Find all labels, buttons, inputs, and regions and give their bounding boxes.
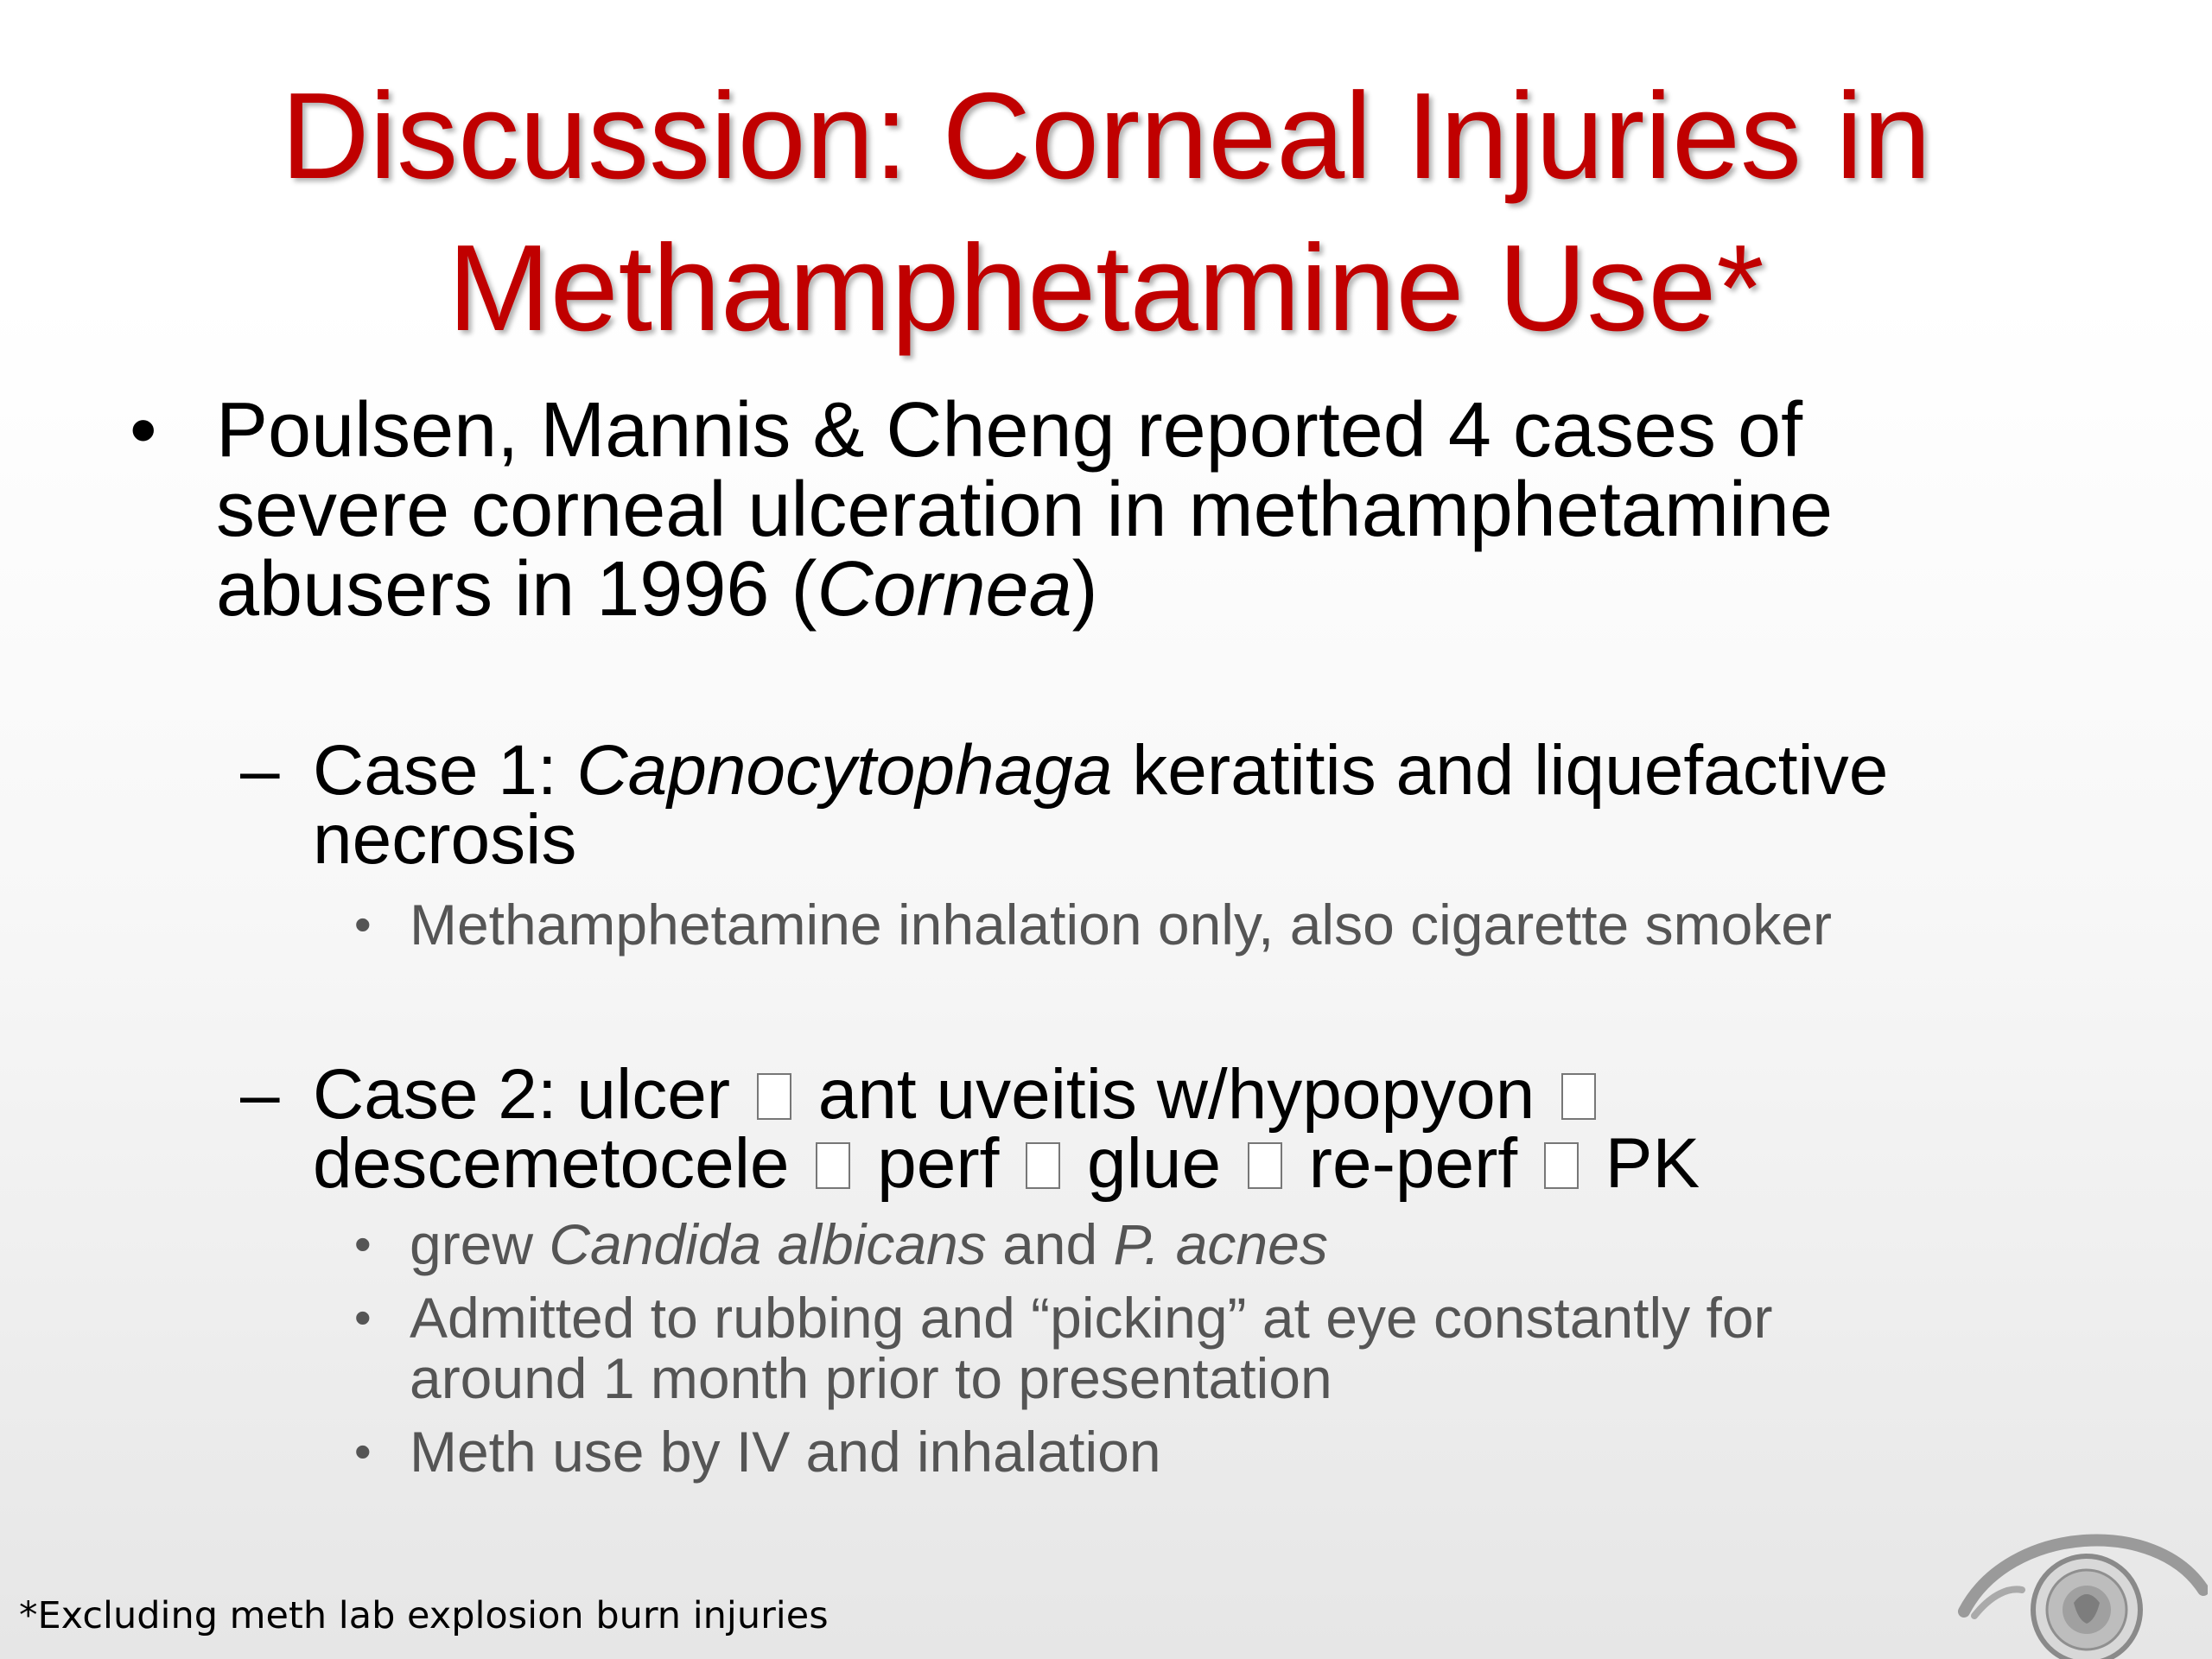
organism-candida: Candida albicans [549,1212,987,1276]
organism-pacnes: P. acnes [1113,1212,1328,1276]
case2-sub1-mid: and [986,1212,1114,1276]
case1-item [313,731,2041,879]
case2-sub1 [410,1214,1965,1274]
missing-glyph-box [757,1073,791,1120]
missing-glyph-box [816,1142,850,1189]
bullet-marker: • [130,387,157,474]
case2-item [313,1055,2041,1203]
case2-sub1-a: grew [410,1212,550,1276]
university-eye-logo-icon [1957,1508,2208,1659]
sub-bullet-marker: • [354,897,372,951]
dash-marker: – [240,731,280,810]
case1-organism: Capnocytophaga [576,731,1113,810]
case2-seg7: PK [1605,1124,1700,1203]
case2-sub2: Admitted to rubbing and “picking” at eye constantly for around 1 month prior to presentation [410,1286,1773,1410]
missing-glyph-box [1248,1142,1282,1189]
sub-bullet-marker: • [354,1217,372,1271]
case1-sub1: Methamphetamine inhalation only, also cigarette smoker [410,893,1832,957]
slide-title [0,60,2212,365]
bullet-poulsen-text: Poulsen, Mannis & Cheng reported 4 cases of severe corneal ulceration in methamphetamine abusers in 1996 ( [216,387,1834,632]
sub-bullet-marker: • [354,1424,372,1478]
case2-seg3: descemetocele [313,1124,790,1203]
missing-glyph-box [1026,1142,1060,1189]
case2-seg5: glue [1087,1124,1222,1203]
slide-title-line1: Discussion: Corneal Injuries in [281,67,1931,205]
case2-prefix: Case 2: ulcer [313,1055,731,1134]
case2-seg6: re-perf [1308,1124,1518,1203]
slide-title-line2: Methamphetamine Use* [448,219,1764,357]
missing-glyph-box [1544,1142,1579,1189]
dash-marker: – [240,1055,280,1134]
case2-seg4: perf [877,1124,1000,1203]
sub-bullet-marker: • [354,1290,372,1344]
missing-glyph-box [1561,1073,1596,1120]
case1-suffix: keratitis and liquefactive necrosis [313,731,1889,879]
bullet-poulsen-close: ) [1071,546,1098,632]
journal-name: Cornea [817,546,1072,632]
case2-seg2: ant uveitis w/hypopyon [817,1055,1535,1134]
case2-sub3: Meth use by IV and inhalation [410,1420,1161,1484]
bullet-poulsen [216,387,2031,632]
case1-prefix: Case 1: [313,731,577,810]
footnote: *Excluding meth lab explosion burn injuries [19,1594,829,1637]
